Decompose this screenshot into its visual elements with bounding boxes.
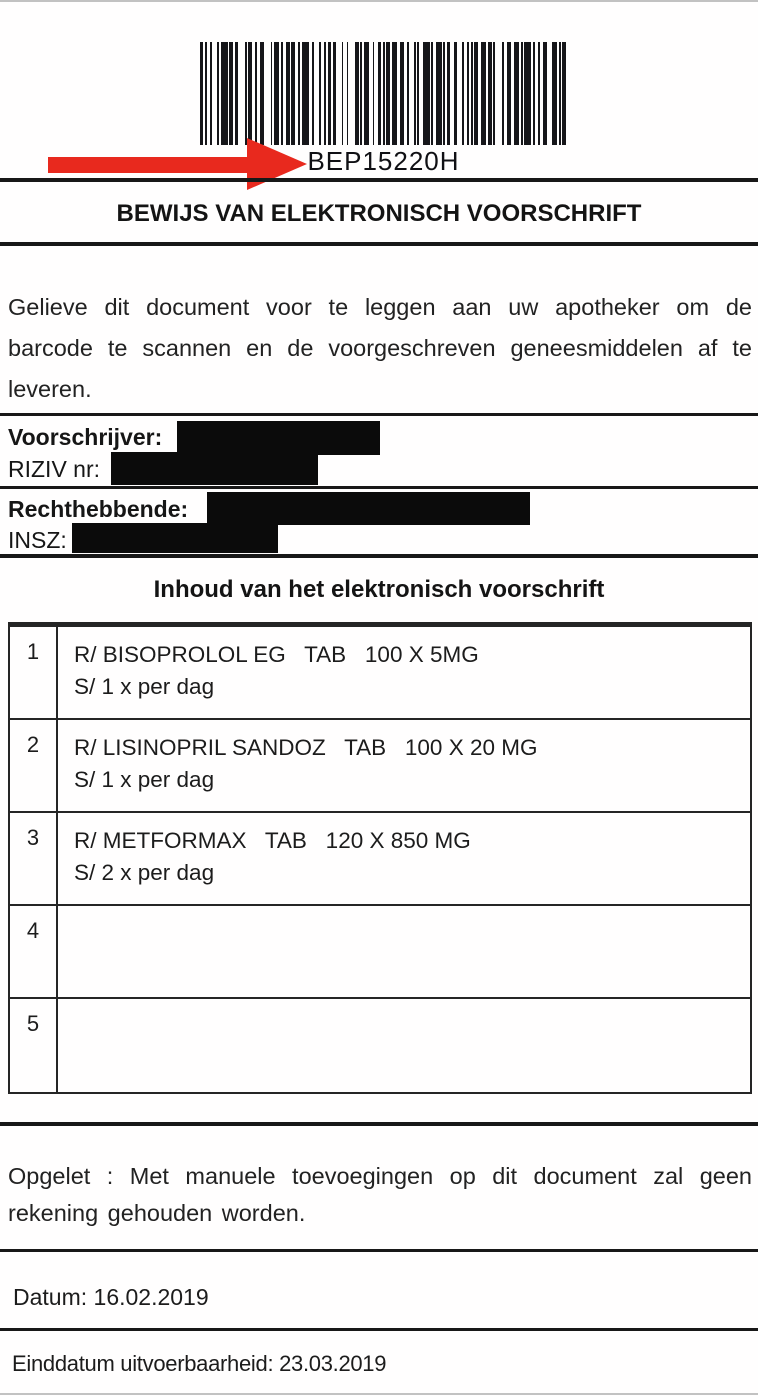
beneficiary-label: Rechthebbende: (8, 496, 189, 522)
divider-above-prescriber (0, 413, 758, 416)
divider-below-table (0, 1122, 758, 1126)
divider-below-title (0, 242, 758, 246)
barcode-code: BEP15220H (307, 146, 460, 176)
prescriptions-table (8, 622, 752, 1094)
red-arrow-body (48, 157, 250, 173)
divider-below-beneficiary (0, 554, 758, 558)
row-content (58, 999, 750, 1092)
barcode-gap (495, 42, 502, 145)
row-number: 2 (10, 720, 58, 811)
top-scan-line (0, 0, 758, 2)
dosage-line: S/ 2 x per dag (74, 860, 215, 885)
barcode-bar (562, 42, 565, 145)
table-row (10, 906, 750, 999)
red-arrow-head (247, 138, 307, 190)
row-content (58, 627, 750, 718)
divider-above-date (0, 1249, 758, 1252)
row-number: 3 (10, 813, 58, 904)
row-number: 4 (10, 906, 58, 997)
dosage-line: S/ 1 x per dag (74, 767, 215, 792)
table-row (10, 813, 750, 906)
table-row (10, 627, 750, 720)
date-line: Datum: 16.02.2019 (13, 1284, 209, 1310)
end-date-line: Einddatum uitvoerbaarheid: 23.03.2019 (12, 1351, 387, 1376)
intro-text: Gelieve dit document voor te leggen aan uw apotheker om de barcode te scannen en de voorgeschreven geneesmiddelen af te leveren. (8, 294, 752, 402)
divider-above-beneficiary (0, 486, 758, 489)
row-content (58, 720, 750, 811)
prescriber-label: Voorschrijver: (8, 424, 163, 450)
divider-above-enddate (0, 1328, 758, 1331)
barcode-bar (423, 42, 430, 145)
barcode-gap (264, 42, 271, 145)
medication-line: R/ LISINOPRIL SANDOZ TAB 100 X 20 MG (74, 735, 538, 760)
bottom-scan-line (0, 1393, 758, 1395)
row-number: 1 (10, 627, 58, 718)
row-number: 5 (10, 999, 58, 1092)
table-row (10, 720, 750, 813)
riziv-label: RIZIV nr: (8, 456, 101, 482)
barcode (200, 42, 567, 145)
barcode-bar (524, 42, 531, 145)
table-row (10, 999, 750, 1092)
insz-redaction-bar (72, 523, 278, 553)
prescriber-redaction-bar (177, 421, 380, 455)
warning-text: Opgelet : Met manuele toevoegingen op dit document zal geen rekening gehouden worden. (8, 1163, 752, 1226)
insz-label: INSZ: (8, 527, 67, 553)
row-content (58, 906, 750, 997)
barcode-bar (221, 42, 228, 145)
medication-line: R/ METFORMAX TAB 120 X 850 MG (74, 828, 471, 853)
page-title: BEWIJS VAN ELEKTRONISCH VOORSCHRIFT (116, 200, 642, 227)
beneficiary-redaction-bar (207, 492, 530, 525)
row-content (58, 813, 750, 904)
divider-above-title (0, 178, 758, 182)
barcode-bar (302, 42, 309, 145)
dosage-line: S/ 1 x per dag (74, 674, 215, 699)
medication-line: R/ BISOPROLOL EG TAB 100 X 5MG (74, 642, 479, 667)
barcode-gap (348, 42, 355, 145)
barcode-gap (238, 42, 245, 145)
riziv-redaction-bar (111, 452, 318, 485)
contents-heading: Inhoud van het elektronisch voorschrift (153, 576, 605, 603)
